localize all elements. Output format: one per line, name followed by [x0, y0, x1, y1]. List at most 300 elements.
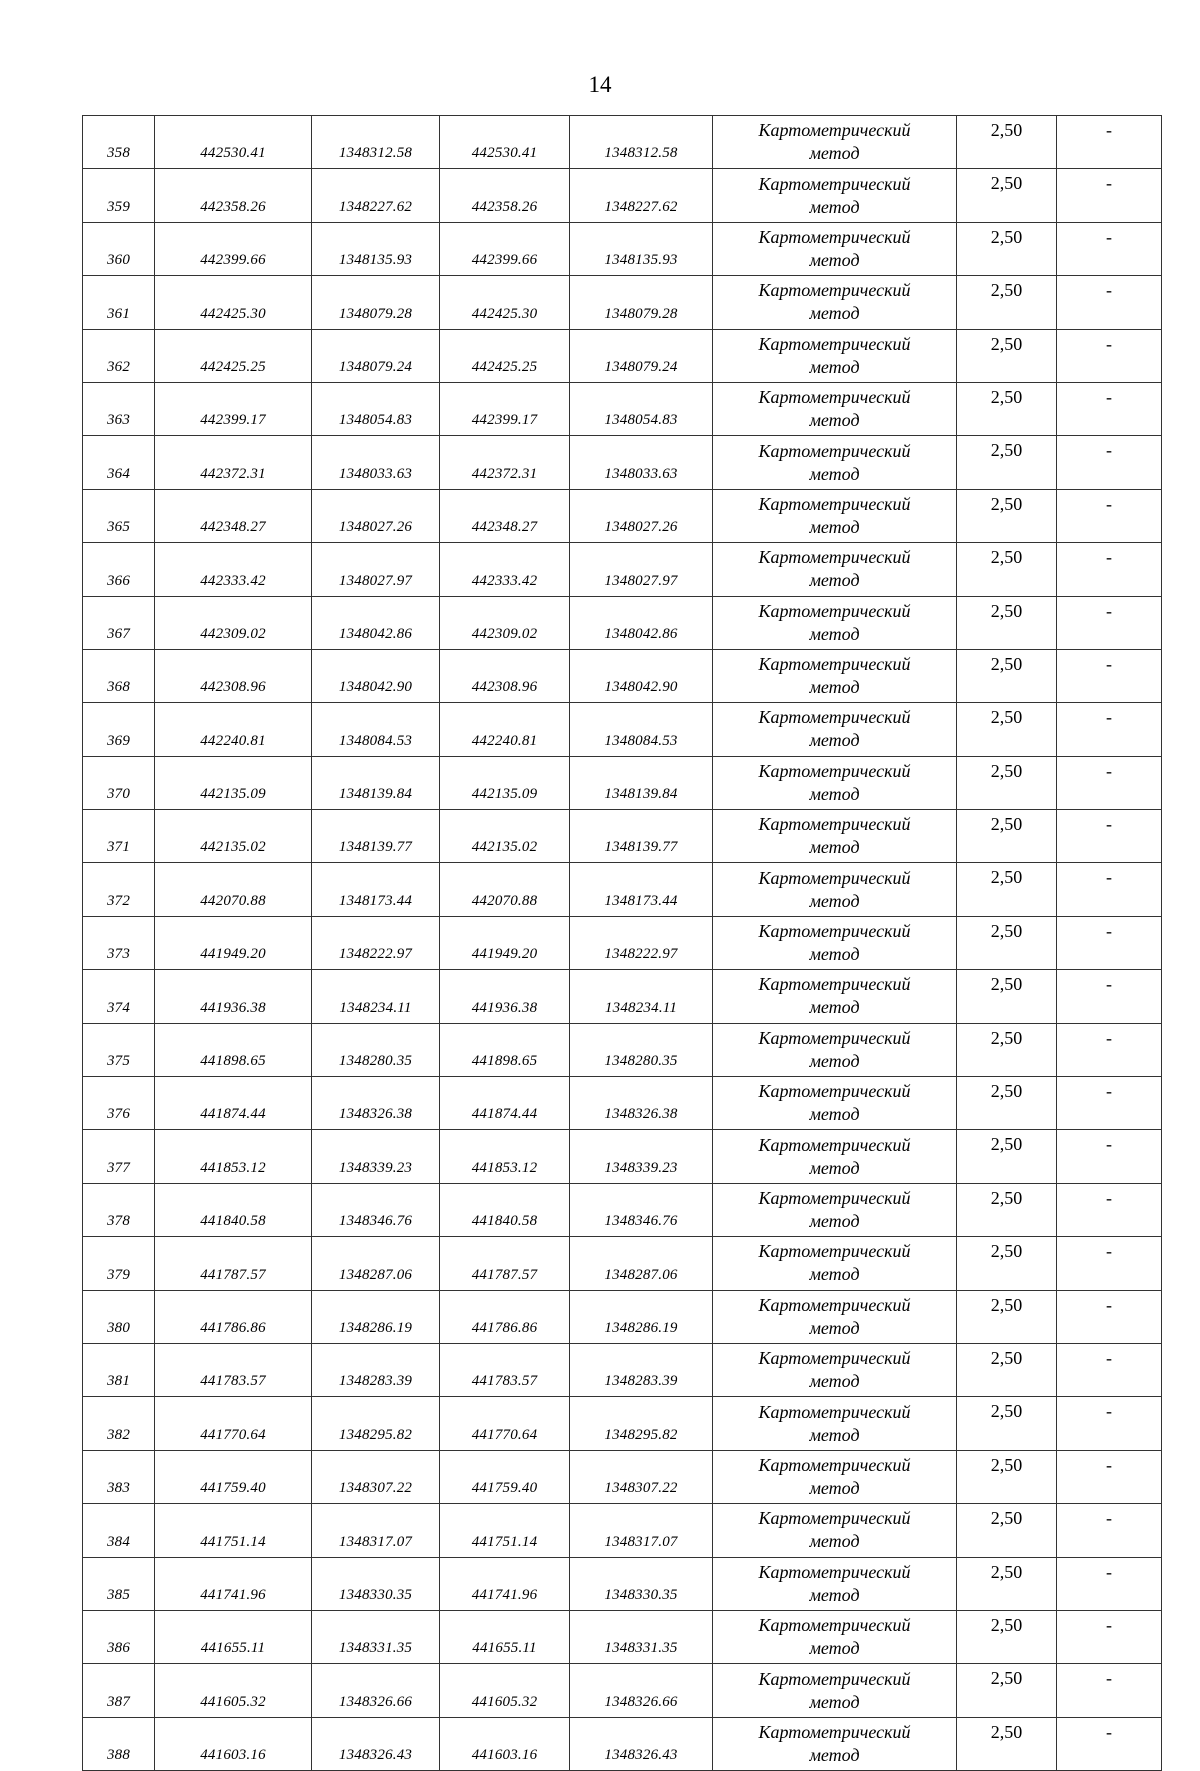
accuracy-cell: 2,50 [957, 1077, 1057, 1130]
method-line2: метод [809, 1477, 860, 1498]
table-row [83, 329, 1162, 382]
method-cell [713, 1130, 957, 1183]
method-cell [713, 703, 957, 756]
method-line1: Картометрический [758, 226, 911, 247]
y-new-cell: 1348317.07 [570, 1504, 713, 1557]
method-cell [713, 1664, 957, 1717]
method-cell [713, 1343, 957, 1396]
method-cell [713, 1290, 957, 1343]
y-existing-cell: 1348027.26 [312, 489, 440, 542]
y-existing-cell: 1348079.24 [312, 329, 440, 382]
x-new-cell: 441949.20 [440, 916, 570, 969]
table-row [83, 1664, 1162, 1717]
note-cell: - [1057, 1130, 1162, 1183]
table-row [83, 703, 1162, 756]
x-existing-cell: 442135.09 [155, 756, 312, 809]
y-existing-cell: 1348173.44 [312, 863, 440, 916]
method-line2: метод [809, 944, 860, 965]
method-line2: метод [809, 143, 860, 164]
x-new-cell: 442070.88 [440, 863, 570, 916]
y-existing-cell: 1348317.07 [312, 1504, 440, 1557]
method-line1: Картометрический [758, 173, 911, 194]
method-line2: метод [809, 1424, 860, 1445]
note-cell: - [1057, 703, 1162, 756]
note-cell: - [1057, 756, 1162, 809]
x-existing-cell: 441655.11 [155, 1610, 312, 1663]
note-cell: - [1057, 1557, 1162, 1610]
y-existing-cell: 1348033.63 [312, 436, 440, 489]
x-existing-cell: 442399.17 [155, 382, 312, 435]
method-line1: Картометрический [758, 1561, 911, 1582]
y-existing-cell: 1348280.35 [312, 1023, 440, 1076]
table-row [83, 863, 1162, 916]
note-cell: - [1057, 543, 1162, 596]
y-new-cell: 1348139.84 [570, 756, 713, 809]
point-number-cell: 384 [83, 1504, 155, 1557]
x-existing-cell: 441603.16 [155, 1717, 312, 1770]
method-cell [713, 1504, 957, 1557]
y-existing-cell: 1348042.86 [312, 596, 440, 649]
note-cell: - [1057, 1290, 1162, 1343]
x-new-cell: 442348.27 [440, 489, 570, 542]
x-new-cell: 441770.64 [440, 1397, 570, 1450]
note-cell: - [1057, 489, 1162, 542]
y-existing-cell: 1348054.83 [312, 382, 440, 435]
method-line2: метод [809, 623, 860, 644]
method-line2: метод [809, 1691, 860, 1712]
y-new-cell: 1348346.76 [570, 1183, 713, 1236]
x-existing-cell: 442425.30 [155, 276, 312, 329]
x-existing-cell: 441751.14 [155, 1504, 312, 1557]
point-number-cell: 365 [83, 489, 155, 542]
x-new-cell: 441786.86 [440, 1290, 570, 1343]
x-existing-cell: 441898.65 [155, 1023, 312, 1076]
y-new-cell: 1348054.83 [570, 382, 713, 435]
y-new-cell: 1348079.24 [570, 329, 713, 382]
point-number-cell: 380 [83, 1290, 155, 1343]
point-number-cell: 360 [83, 222, 155, 275]
x-new-cell: 442399.66 [440, 222, 570, 275]
y-new-cell: 1348234.11 [570, 970, 713, 1023]
point-number-cell: 366 [83, 543, 155, 596]
method-cell [713, 276, 957, 329]
method-line1: Картометрический [758, 974, 911, 995]
accuracy-cell: 2,50 [957, 649, 1057, 702]
point-number-cell: 362 [83, 329, 155, 382]
y-existing-cell: 1348339.23 [312, 1130, 440, 1183]
y-new-cell: 1348135.93 [570, 222, 713, 275]
y-existing-cell: 1348234.11 [312, 970, 440, 1023]
table-row [83, 1023, 1162, 1076]
x-existing-cell: 442372.31 [155, 436, 312, 489]
y-existing-cell: 1348286.19 [312, 1290, 440, 1343]
note-cell: - [1057, 1504, 1162, 1557]
point-number-cell: 367 [83, 596, 155, 649]
y-existing-cell: 1348227.62 [312, 169, 440, 222]
point-number-cell: 372 [83, 863, 155, 916]
method-line1: Картометрический [758, 1081, 911, 1102]
y-new-cell: 1348295.82 [570, 1397, 713, 1450]
y-new-cell: 1348330.35 [570, 1557, 713, 1610]
x-existing-cell: 441840.58 [155, 1183, 312, 1236]
x-existing-cell: 441874.44 [155, 1077, 312, 1130]
note-cell: - [1057, 222, 1162, 275]
note-cell: - [1057, 1343, 1162, 1396]
y-existing-cell: 1348307.22 [312, 1450, 440, 1503]
method-cell [713, 543, 957, 596]
note-cell: - [1057, 1717, 1162, 1770]
method-cell [713, 382, 957, 435]
y-new-cell: 1348079.28 [570, 276, 713, 329]
method-line1: Картометрический [758, 493, 911, 514]
note-cell: - [1057, 276, 1162, 329]
method-line1: Картометрический [758, 707, 911, 728]
point-number-cell: 361 [83, 276, 155, 329]
method-line2: метод [809, 1317, 860, 1338]
method-cell [713, 649, 957, 702]
accuracy-cell: 2,50 [957, 116, 1057, 169]
y-new-cell: 1348222.97 [570, 916, 713, 969]
y-existing-cell: 1348135.93 [312, 222, 440, 275]
x-new-cell: 442372.31 [440, 436, 570, 489]
method-line1: Картометрический [758, 1615, 911, 1636]
point-number-cell: 370 [83, 756, 155, 809]
x-existing-cell: 442358.26 [155, 169, 312, 222]
y-existing-cell: 1348079.28 [312, 276, 440, 329]
note-cell: - [1057, 649, 1162, 702]
y-new-cell: 1348283.39 [570, 1343, 713, 1396]
accuracy-cell: 2,50 [957, 276, 1057, 329]
accuracy-cell: 2,50 [957, 543, 1057, 596]
table-row [83, 382, 1162, 435]
method-line2: метод [809, 1050, 860, 1071]
table-row [83, 970, 1162, 1023]
accuracy-cell: 2,50 [957, 596, 1057, 649]
method-cell [713, 222, 957, 275]
y-existing-cell: 1348326.66 [312, 1664, 440, 1717]
point-number-cell: 377 [83, 1130, 155, 1183]
table-row [83, 1183, 1162, 1236]
note-cell: - [1057, 1610, 1162, 1663]
x-existing-cell: 441936.38 [155, 970, 312, 1023]
note-cell: - [1057, 1450, 1162, 1503]
method-line2: метод [809, 249, 860, 270]
table-row [83, 916, 1162, 969]
y-existing-cell: 1348295.82 [312, 1397, 440, 1450]
method-line1: Картометрический [758, 814, 911, 835]
method-line1: Картометрический [758, 1454, 911, 1475]
note-cell: - [1057, 1183, 1162, 1236]
method-line2: метод [809, 570, 860, 591]
point-number-cell: 376 [83, 1077, 155, 1130]
method-line1: Картометрический [758, 440, 911, 461]
method-line1: Картометрический [758, 547, 911, 568]
method-cell [713, 1183, 957, 1236]
x-new-cell: 441605.32 [440, 1664, 570, 1717]
y-new-cell: 1348227.62 [570, 169, 713, 222]
method-line1: Картометрический [758, 654, 911, 675]
method-line2: метод [809, 1744, 860, 1765]
method-line2: метод [809, 1371, 860, 1392]
y-new-cell: 1348027.26 [570, 489, 713, 542]
table-row [83, 1610, 1162, 1663]
accuracy-cell: 2,50 [957, 1183, 1057, 1236]
accuracy-cell: 2,50 [957, 703, 1057, 756]
x-new-cell: 442333.42 [440, 543, 570, 596]
y-new-cell: 1348042.90 [570, 649, 713, 702]
point-number-cell: 358 [83, 116, 155, 169]
y-new-cell: 1348331.35 [570, 1610, 713, 1663]
accuracy-cell: 2,50 [957, 1343, 1057, 1396]
x-new-cell: 441655.11 [440, 1610, 570, 1663]
x-new-cell: 441898.65 [440, 1023, 570, 1076]
method-line2: метод [809, 1211, 860, 1231]
method-cell [713, 116, 957, 169]
y-new-cell: 1348027.97 [570, 543, 713, 596]
accuracy-cell: 2,50 [957, 970, 1057, 1023]
x-new-cell: 442240.81 [440, 703, 570, 756]
method-line1: Картометрический [758, 333, 911, 354]
method-line2: метод [809, 1157, 860, 1178]
accuracy-cell: 2,50 [957, 1237, 1057, 1290]
accuracy-cell: 2,50 [957, 1610, 1057, 1663]
note-cell: - [1057, 810, 1162, 863]
x-new-cell: 442530.41 [440, 116, 570, 169]
accuracy-cell: 2,50 [957, 1450, 1057, 1503]
method-line1: Картометрический [758, 760, 911, 781]
method-line2: метод [809, 196, 860, 217]
table-row [83, 1343, 1162, 1396]
method-cell [713, 1077, 957, 1130]
method-line2: метод [809, 410, 860, 431]
accuracy-cell: 2,50 [957, 863, 1057, 916]
method-line1: Картометрический [758, 1241, 911, 1262]
point-number-cell: 368 [83, 649, 155, 702]
method-line2: метод [809, 1638, 860, 1659]
y-new-cell: 1348326.38 [570, 1077, 713, 1130]
y-existing-cell: 1348326.38 [312, 1077, 440, 1130]
method-line1: Картометрический [758, 280, 911, 301]
x-existing-cell: 442309.02 [155, 596, 312, 649]
method-line1: Картометрический [758, 921, 911, 942]
point-number-cell: 363 [83, 382, 155, 435]
y-new-cell: 1348042.86 [570, 596, 713, 649]
point-number-cell: 388 [83, 1717, 155, 1770]
method-line1: Картометрический [758, 1188, 911, 1208]
x-new-cell: 441759.40 [440, 1450, 570, 1503]
y-new-cell: 1348033.63 [570, 436, 713, 489]
table-row [83, 116, 1162, 169]
accuracy-cell: 2,50 [957, 169, 1057, 222]
x-existing-cell: 442308.96 [155, 649, 312, 702]
x-existing-cell: 442135.02 [155, 810, 312, 863]
table-row [83, 543, 1162, 596]
method-cell [713, 169, 957, 222]
method-cell [713, 329, 957, 382]
table-row [83, 276, 1162, 329]
table-row [83, 436, 1162, 489]
x-new-cell: 442358.26 [440, 169, 570, 222]
table-row [83, 1717, 1162, 1770]
y-new-cell: 1348339.23 [570, 1130, 713, 1183]
method-cell [713, 756, 957, 809]
method-line2: метод [809, 730, 860, 751]
x-existing-cell: 441949.20 [155, 916, 312, 969]
method-cell [713, 1557, 957, 1610]
x-new-cell: 441874.44 [440, 1077, 570, 1130]
y-existing-cell: 1348027.97 [312, 543, 440, 596]
method-cell [713, 1023, 957, 1076]
x-existing-cell: 442333.42 [155, 543, 312, 596]
accuracy-cell: 2,50 [957, 1717, 1057, 1770]
method-cell [713, 1610, 957, 1663]
note-cell: - [1057, 863, 1162, 916]
x-existing-cell: 441853.12 [155, 1130, 312, 1183]
table-row [83, 649, 1162, 702]
note-cell: - [1057, 1023, 1162, 1076]
note-cell: - [1057, 1237, 1162, 1290]
x-existing-cell: 441783.57 [155, 1343, 312, 1396]
note-cell: - [1057, 436, 1162, 489]
method-cell [713, 1717, 957, 1770]
accuracy-cell: 2,50 [957, 1504, 1057, 1557]
y-existing-cell: 1348331.35 [312, 1610, 440, 1663]
y-existing-cell: 1348139.77 [312, 810, 440, 863]
x-existing-cell: 442348.27 [155, 489, 312, 542]
method-line2: метод [809, 1104, 860, 1125]
x-new-cell: 442425.30 [440, 276, 570, 329]
accuracy-cell: 2,50 [957, 756, 1057, 809]
method-cell [713, 436, 957, 489]
x-existing-cell: 442530.41 [155, 116, 312, 169]
method-line2: метод [809, 463, 860, 484]
point-number-cell: 359 [83, 169, 155, 222]
accuracy-cell: 2,50 [957, 1290, 1057, 1343]
table-row [83, 1237, 1162, 1290]
x-existing-cell: 441787.57 [155, 1237, 312, 1290]
point-number-cell: 387 [83, 1664, 155, 1717]
table-row [83, 1450, 1162, 1503]
method-line1: Картометрический [758, 867, 911, 888]
x-new-cell: 442135.09 [440, 756, 570, 809]
method-line1: Картометрический [758, 1348, 911, 1369]
method-cell [713, 1450, 957, 1503]
table-body [83, 116, 1162, 1771]
x-new-cell: 442309.02 [440, 596, 570, 649]
table-row [83, 1130, 1162, 1183]
point-number-cell: 375 [83, 1023, 155, 1076]
note-cell: - [1057, 1077, 1162, 1130]
accuracy-cell: 2,50 [957, 1557, 1057, 1610]
y-existing-cell: 1348139.84 [312, 756, 440, 809]
table-row [83, 1397, 1162, 1450]
y-new-cell: 1348084.53 [570, 703, 713, 756]
coordinates-table [82, 115, 1162, 1771]
point-number-cell: 385 [83, 1557, 155, 1610]
y-new-cell: 1348280.35 [570, 1023, 713, 1076]
method-line2: метод [809, 837, 860, 858]
point-number-cell: 386 [83, 1610, 155, 1663]
y-new-cell: 1348312.58 [570, 116, 713, 169]
accuracy-cell: 2,50 [957, 916, 1057, 969]
x-existing-cell: 441605.32 [155, 1664, 312, 1717]
note-cell: - [1057, 596, 1162, 649]
method-line1: Картометрический [758, 1027, 911, 1048]
point-number-cell: 378 [83, 1183, 155, 1236]
method-cell [713, 970, 957, 1023]
x-new-cell: 441751.14 [440, 1504, 570, 1557]
method-line1: Картометрический [758, 1721, 911, 1742]
x-existing-cell: 442240.81 [155, 703, 312, 756]
x-existing-cell: 441741.96 [155, 1557, 312, 1610]
accuracy-cell: 2,50 [957, 1397, 1057, 1450]
accuracy-cell: 2,50 [957, 1664, 1057, 1717]
y-existing-cell: 1348312.58 [312, 116, 440, 169]
y-existing-cell: 1348346.76 [312, 1183, 440, 1236]
note-cell: - [1057, 916, 1162, 969]
table-row [83, 596, 1162, 649]
point-number-cell: 371 [83, 810, 155, 863]
method-cell [713, 916, 957, 969]
method-line2: метод [809, 303, 860, 324]
point-number-cell: 373 [83, 916, 155, 969]
table-row [83, 1504, 1162, 1557]
y-existing-cell: 1348326.43 [312, 1717, 440, 1770]
y-existing-cell: 1348287.06 [312, 1237, 440, 1290]
table-row [83, 489, 1162, 542]
method-cell [713, 1397, 957, 1450]
method-cell [713, 810, 957, 863]
y-existing-cell: 1348084.53 [312, 703, 440, 756]
accuracy-cell: 2,50 [957, 436, 1057, 489]
method-line2: метод [809, 997, 860, 1018]
accuracy-cell: 2,50 [957, 1023, 1057, 1076]
x-existing-cell: 442399.66 [155, 222, 312, 275]
x-new-cell: 441853.12 [440, 1130, 570, 1183]
note-cell: - [1057, 329, 1162, 382]
method-cell [713, 489, 957, 542]
x-new-cell: 441936.38 [440, 970, 570, 1023]
note-cell: - [1057, 1397, 1162, 1450]
x-new-cell: 441787.57 [440, 1237, 570, 1290]
x-new-cell: 442135.02 [440, 810, 570, 863]
method-line1: Картометрический [758, 1668, 911, 1689]
point-number-cell: 369 [83, 703, 155, 756]
method-line2: метод [809, 516, 860, 537]
y-new-cell: 1348286.19 [570, 1290, 713, 1343]
table-row [83, 1290, 1162, 1343]
y-existing-cell: 1348283.39 [312, 1343, 440, 1396]
y-new-cell: 1348326.43 [570, 1717, 713, 1770]
x-existing-cell: 442425.25 [155, 329, 312, 382]
accuracy-cell: 2,50 [957, 329, 1057, 382]
point-number-cell: 379 [83, 1237, 155, 1290]
y-new-cell: 1348307.22 [570, 1450, 713, 1503]
x-existing-cell: 442070.88 [155, 863, 312, 916]
point-number-cell: 383 [83, 1450, 155, 1503]
method-cell [713, 1237, 957, 1290]
method-line1: Картометрический [758, 120, 911, 141]
table-row [83, 222, 1162, 275]
method-line1: Картометрический [758, 1508, 911, 1529]
x-existing-cell: 441759.40 [155, 1450, 312, 1503]
x-existing-cell: 441770.64 [155, 1397, 312, 1450]
x-new-cell: 441603.16 [440, 1717, 570, 1770]
point-number-cell: 374 [83, 970, 155, 1023]
table-row [83, 810, 1162, 863]
y-new-cell: 1348173.44 [570, 863, 713, 916]
method-line2: метод [809, 356, 860, 377]
